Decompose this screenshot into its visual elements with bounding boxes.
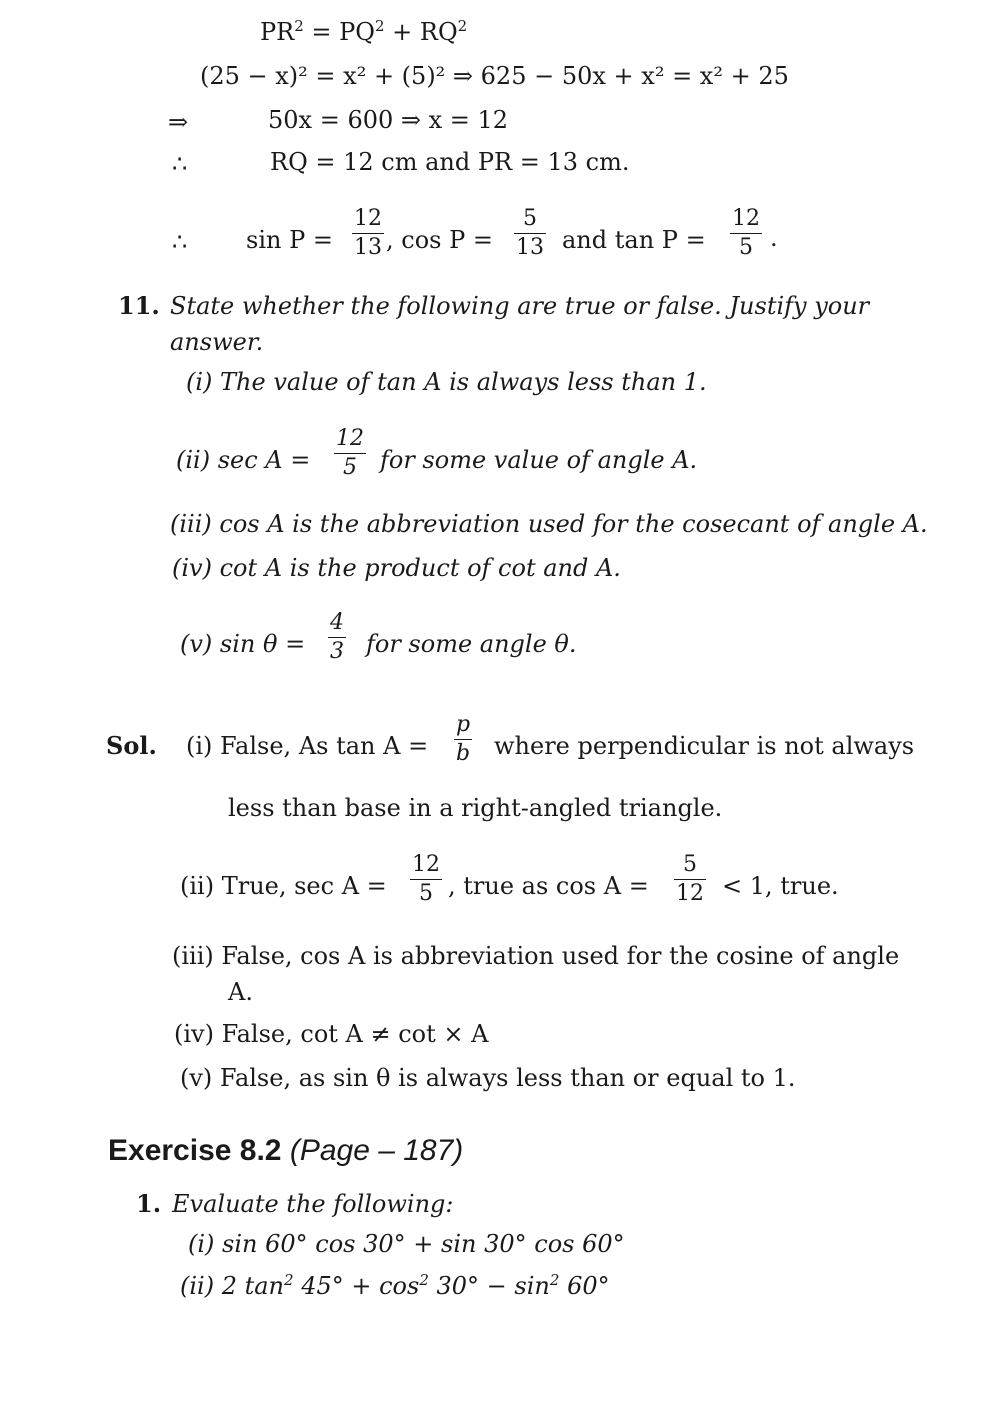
exercise-q1-part-ii: (ii) 2 $\tan^2 45^\circ + \cos^2 30^\circ - \sin^2 60^\circ$ bbox=[180, 1271, 610, 1300]
question-part-ii-fraction: 12 5 bbox=[336, 426, 364, 480]
equation-sides: RQ = 12 cm and PR = 13 cm. bbox=[270, 148, 630, 176]
solution-part-iii: (iii) False, cos A is abbreviation used for the cosine of angle bbox=[172, 942, 900, 970]
cos-p-label: , cos P = bbox=[386, 226, 493, 254]
solution-part-ii-fraction-2: 5 12 bbox=[676, 852, 704, 906]
exercise-q1-number: 1. bbox=[136, 1189, 162, 1218]
cos-p-fraction: 5 13 bbox=[516, 206, 544, 260]
question-part-ii-label: (ii) sec A = bbox=[176, 446, 311, 474]
solution-part-ii-end: < 1, true. bbox=[722, 872, 839, 900]
question-text-2: answer. bbox=[170, 328, 264, 356]
solution-part-i-fraction: p b bbox=[456, 712, 471, 766]
equation-solve-x: 50x = 600 ⇒ x = 12 bbox=[268, 106, 509, 134]
solution-part-ii-fraction: 12 5 bbox=[412, 852, 440, 906]
exercise-title: Exercise 8.2 bbox=[108, 1134, 282, 1167]
question-text: State whether the following are true or false. Justify your bbox=[170, 292, 870, 320]
solution-part-ii-label: (ii) True, sec A = bbox=[180, 872, 387, 900]
question-part-v-label: (v) sin θ = bbox=[180, 630, 306, 658]
question-number: 11. bbox=[118, 291, 160, 320]
equation-expansion: (25 − x)² = x² + (5)² ⇒ 625 − 50x + x² = x² + 25 bbox=[200, 62, 789, 90]
sin-p-label: sin P = bbox=[246, 226, 333, 254]
question-part-iv: (iv) cot A is the product of cot and A. bbox=[172, 554, 621, 582]
implies-symbol: ⇒ bbox=[168, 108, 189, 136]
solution-part-v: (v) False, as sin θ is always less than or equal to 1. bbox=[180, 1064, 796, 1092]
sin-p-fraction: 12 13 bbox=[354, 206, 382, 260]
solution-part-ii-mid: , true as cos A = bbox=[448, 872, 649, 900]
question-part-v-fraction: 4 3 bbox=[330, 610, 344, 664]
solution-label: Sol. bbox=[106, 731, 157, 760]
solution-part-i-line2: less than base in a right-angled triangle. bbox=[228, 794, 723, 822]
question-part-iii: (iii) cos A is the abbreviation used for the cosecant of angle A. bbox=[170, 510, 928, 538]
solution-part-i-text: where perpendicular is not always bbox=[494, 732, 915, 760]
solution-part-iv: (iv) False, cot A ≠ cot × A bbox=[174, 1020, 489, 1048]
therefore-symbol-2: ∴ bbox=[172, 228, 188, 256]
question-part-ii-text: for some value of angle A. bbox=[380, 446, 698, 474]
exercise-heading bbox=[108, 1136, 463, 1166]
equation-pythagoras: $PR^2 = PQ^2 + RQ^2$ bbox=[260, 17, 468, 46]
question-part-v-text: for some angle θ. bbox=[366, 630, 577, 658]
solution-part-i: (i) False, As tan A = bbox=[186, 732, 429, 760]
tan-p-period: . bbox=[770, 224, 778, 252]
tan-p-label: and tan P = bbox=[562, 226, 706, 254]
therefore-symbol: ∴ bbox=[172, 150, 188, 178]
exercise-q1-text: Evaluate the following: bbox=[172, 1190, 454, 1218]
tan-p-fraction: 12 5 bbox=[732, 206, 760, 260]
solution-part-iii-line2: A. bbox=[228, 978, 253, 1006]
exercise-q1-part-i: (i) sin 60° cos 30° + sin 30° cos 60° bbox=[188, 1230, 625, 1258]
question-part-i: (i) The value of tan A is always less than 1. bbox=[186, 368, 707, 396]
exercise-page: (Page – 187) bbox=[289, 1134, 464, 1167]
